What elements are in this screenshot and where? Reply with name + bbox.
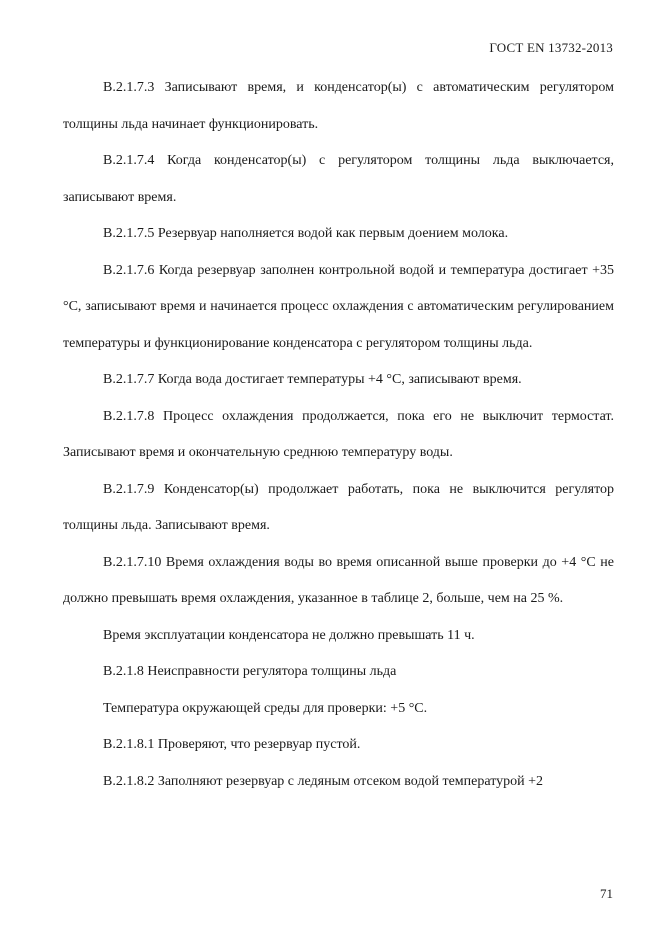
paragraph-b-2-1-8-1: В.2.1.8.1 Проверяют, что резервуар пустой.	[103, 737, 361, 752]
document-body	[63, 70, 614, 800]
paragraph-b-2-1-7-7: В.2.1.7.7 Когда вода достигает температуры +4 °С, записывают время.	[103, 372, 522, 387]
paragraph-b-2-1-7-4: В.2.1.7.4 Когда конденсатор(ы) с регулятором толщины льда выключается, записывают время.	[63, 153, 614, 205]
paragraph-b-2-1-7-5: В.2.1.7.5 Резервуар наполняется водой как первым доением молока.	[103, 226, 509, 241]
paragraph-ambient-temperature: Температура окружающей среды для проверки: +5 °С.	[103, 700, 428, 716]
paragraph-b-2-1-8-2: В.2.1.8.2 Заполняют резервуар с ледяным отсеком водой температурой +2	[103, 773, 544, 789]
paragraph-b-2-1-7-10: В.2.1.7.10 Время охлаждения воды во время описанной выше проверки до +4 °С не должно превышать время охлаждения, указанное в таблице 2, больше, чем на 25 %.	[63, 554, 614, 606]
paragraph-b-2-1-7-8: В.2.1.7.8 Процесс охлаждения продолжается, пока его не выключит термостат. Записывают время и окончательную среднюю температуру воды.	[63, 408, 614, 460]
paragraph-b-2-1-7-3: В.2.1.7.3 Записывают время, и конденсатор(ы) с автоматическим регулятором толщины льда начинает функционировать.	[63, 80, 614, 132]
page-number: 71	[600, 886, 613, 901]
paragraph-b-2-1-7-9: В.2.1.7.9 Конденсатор(ы) продолжает работать, пока не выключится регулятор толщины льда. Записывают время.	[63, 481, 614, 533]
standard-header: ГОСТ EN 13732-2013	[489, 40, 613, 55]
paragraph-operating-time: Время эксплуатации конденсатора не должно превышать 11 ч.	[103, 627, 475, 643]
section-heading-b-2-1-8: В.2.1.8 Неисправности регулятора толщины льда	[103, 664, 397, 679]
paragraph-b-2-1-7-6: В.2.1.7.6 Когда резервуар заполнен контрольной водой и температура достигает +35 °С, записывают время и начинается процесс охлаждения с автоматическим регулированием температуры и функционирование конденсатора с регулятором толщины льда.	[63, 262, 614, 351]
